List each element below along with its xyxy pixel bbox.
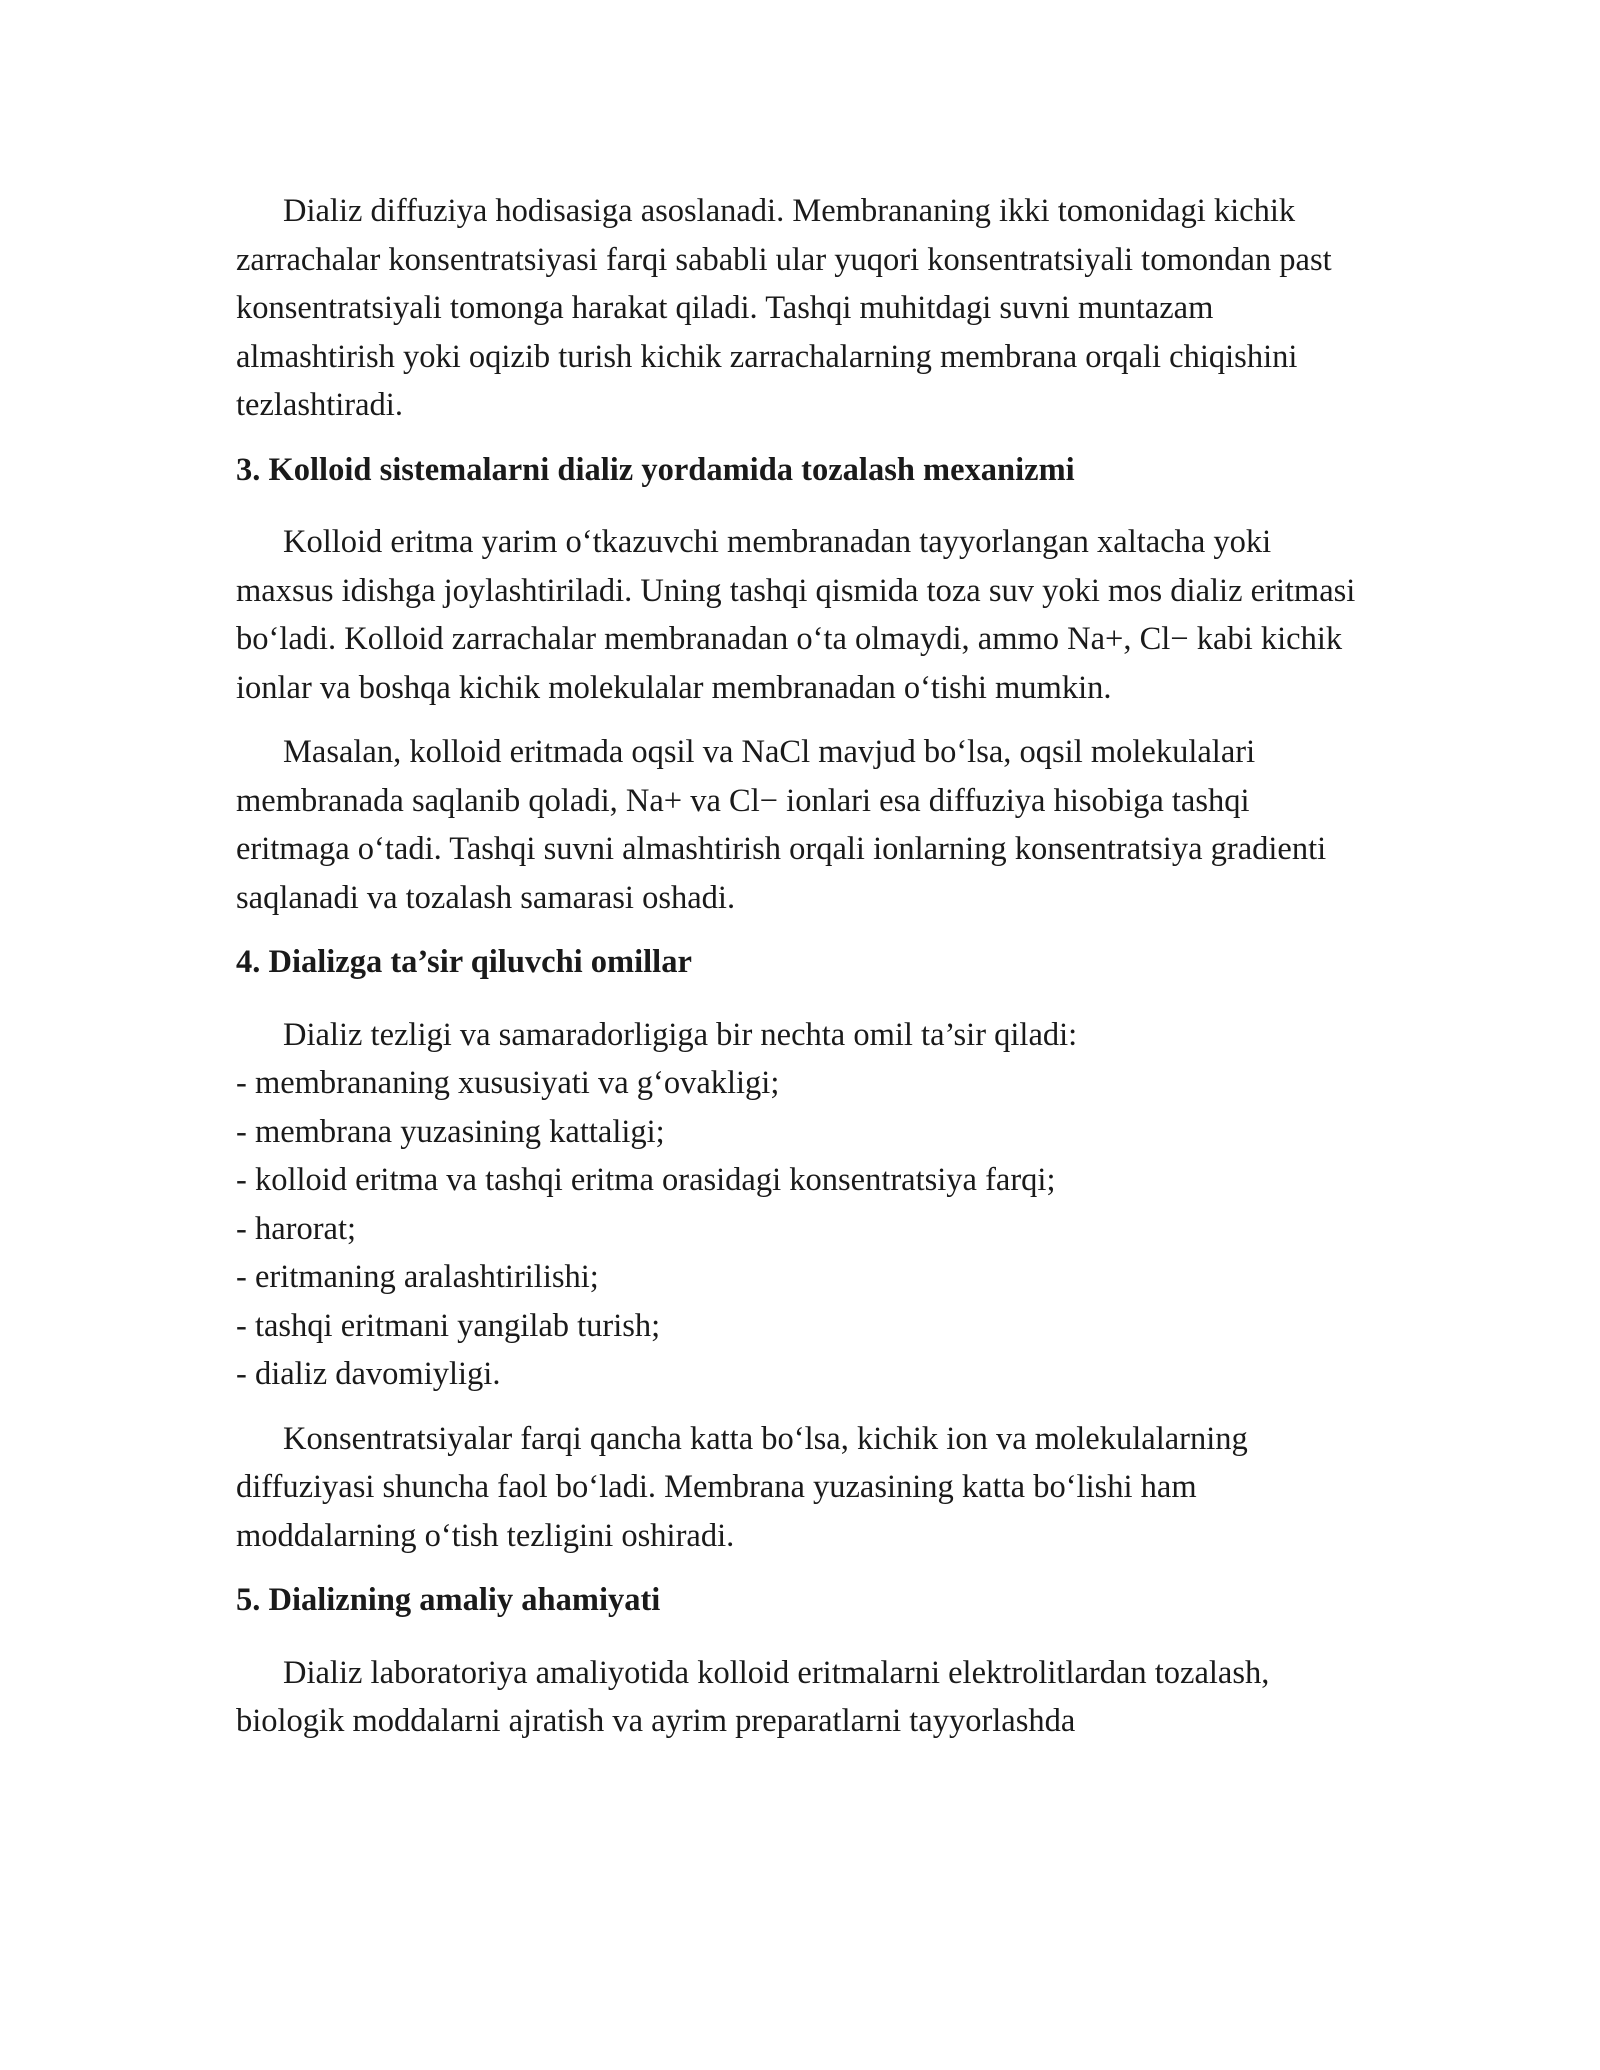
section-heading-4: 4. Dializga ta’sir qiluvchi omillar — [236, 944, 692, 980]
factors-list — [236, 1059, 1366, 1399]
list-item: - membrananing xususiyati va g‘ovakligi; — [236, 1065, 780, 1101]
list-item: - membrana yuzasining kattaligi; — [236, 1113, 665, 1150]
section-heading-3: 3. Kolloid sistemalarni dializ yordamida tozalash mexanizmi — [236, 451, 1075, 488]
section-heading-5: 5. Dializning amaliy ahamiyati — [236, 1582, 661, 1618]
document-body — [236, 187, 1366, 1746]
list-item: - kolloid eritma va tashqi eritma orasidagi konsentratsiya farqi; — [236, 1162, 1056, 1198]
paragraph-practical-importance: Dializ laboratoriya amaliyotida kolloid eritmalarni elektrolitlardan tozalash, biologik moddalarni ajratish va ayrim preparatlarni tayyorlashda — [236, 1654, 1270, 1739]
list-item: - eritmaning aralashtirilishi; — [236, 1259, 599, 1295]
list-item: - dializ davomiyligi. — [236, 1356, 501, 1392]
paragraph-concentration-difference: Konsentratsiyalar farqi qancha katta bo‘lsa, kichik ion va molekulalarning diffuziyasi shuncha faol bo‘ladi. Membrana yuzasining katta bo‘lishi ham moddalarning o‘tish tezligini oshiradi. — [236, 1420, 1248, 1554]
paragraph-dialysis-diffusion: Dializ diffuziya hodisasiga asoslanadi. Membrananing ikki tomonidagi kichik zarrachalar konsentratsiyasi farqi sababli ular yuqori konsentratsiyali tomondan past konsentratsiyali tomonga harakat qiladi. Tashqi muhitdagi suvni muntazam almashtirish yoki oqizib turish kichik zarrachalarning membrana orqali chiqishini tezlashtiradi. — [236, 193, 1332, 423]
list-item: - harorat; — [236, 1210, 357, 1247]
list-item: - tashqi eritmani yangilab turish; — [236, 1307, 661, 1344]
paragraph-colloid-membrane: Kolloid eritma yarim o‘tkazuvchi membranadan tayyorlangan xaltacha yoki maxsus idishga joylashtiriladi. Uning tashqi qismida toza suv yoki mos dializ eritmasi bo‘ladi. Kolloid zarrachalar membranadan o‘ta olmaydi, ammo Na+, Cl− kabi kichik ionlar va boshqa kichik molekulalar membranadan o‘tishi mumkin. — [236, 524, 1356, 706]
paragraph-factors-intro: Dializ tezligi va samaradorligiga bir nechta omil ta’sir qiladi: — [283, 1016, 1078, 1053]
paragraph-protein-nacl-example: Masalan, kolloid eritmada oqsil va NaCl mavjud bo‘lsa, oqsil molekulalari membranada saqlanib qoladi, Na+ va Cl− ionlari esa diffuziya hisobiga tashqi eritmaga o‘tadi. Tashqi suvni almashtirish orqali ionlarning konsentratsiya gradienti saqlanadi va tozalash samarasi oshadi. — [236, 734, 1327, 916]
